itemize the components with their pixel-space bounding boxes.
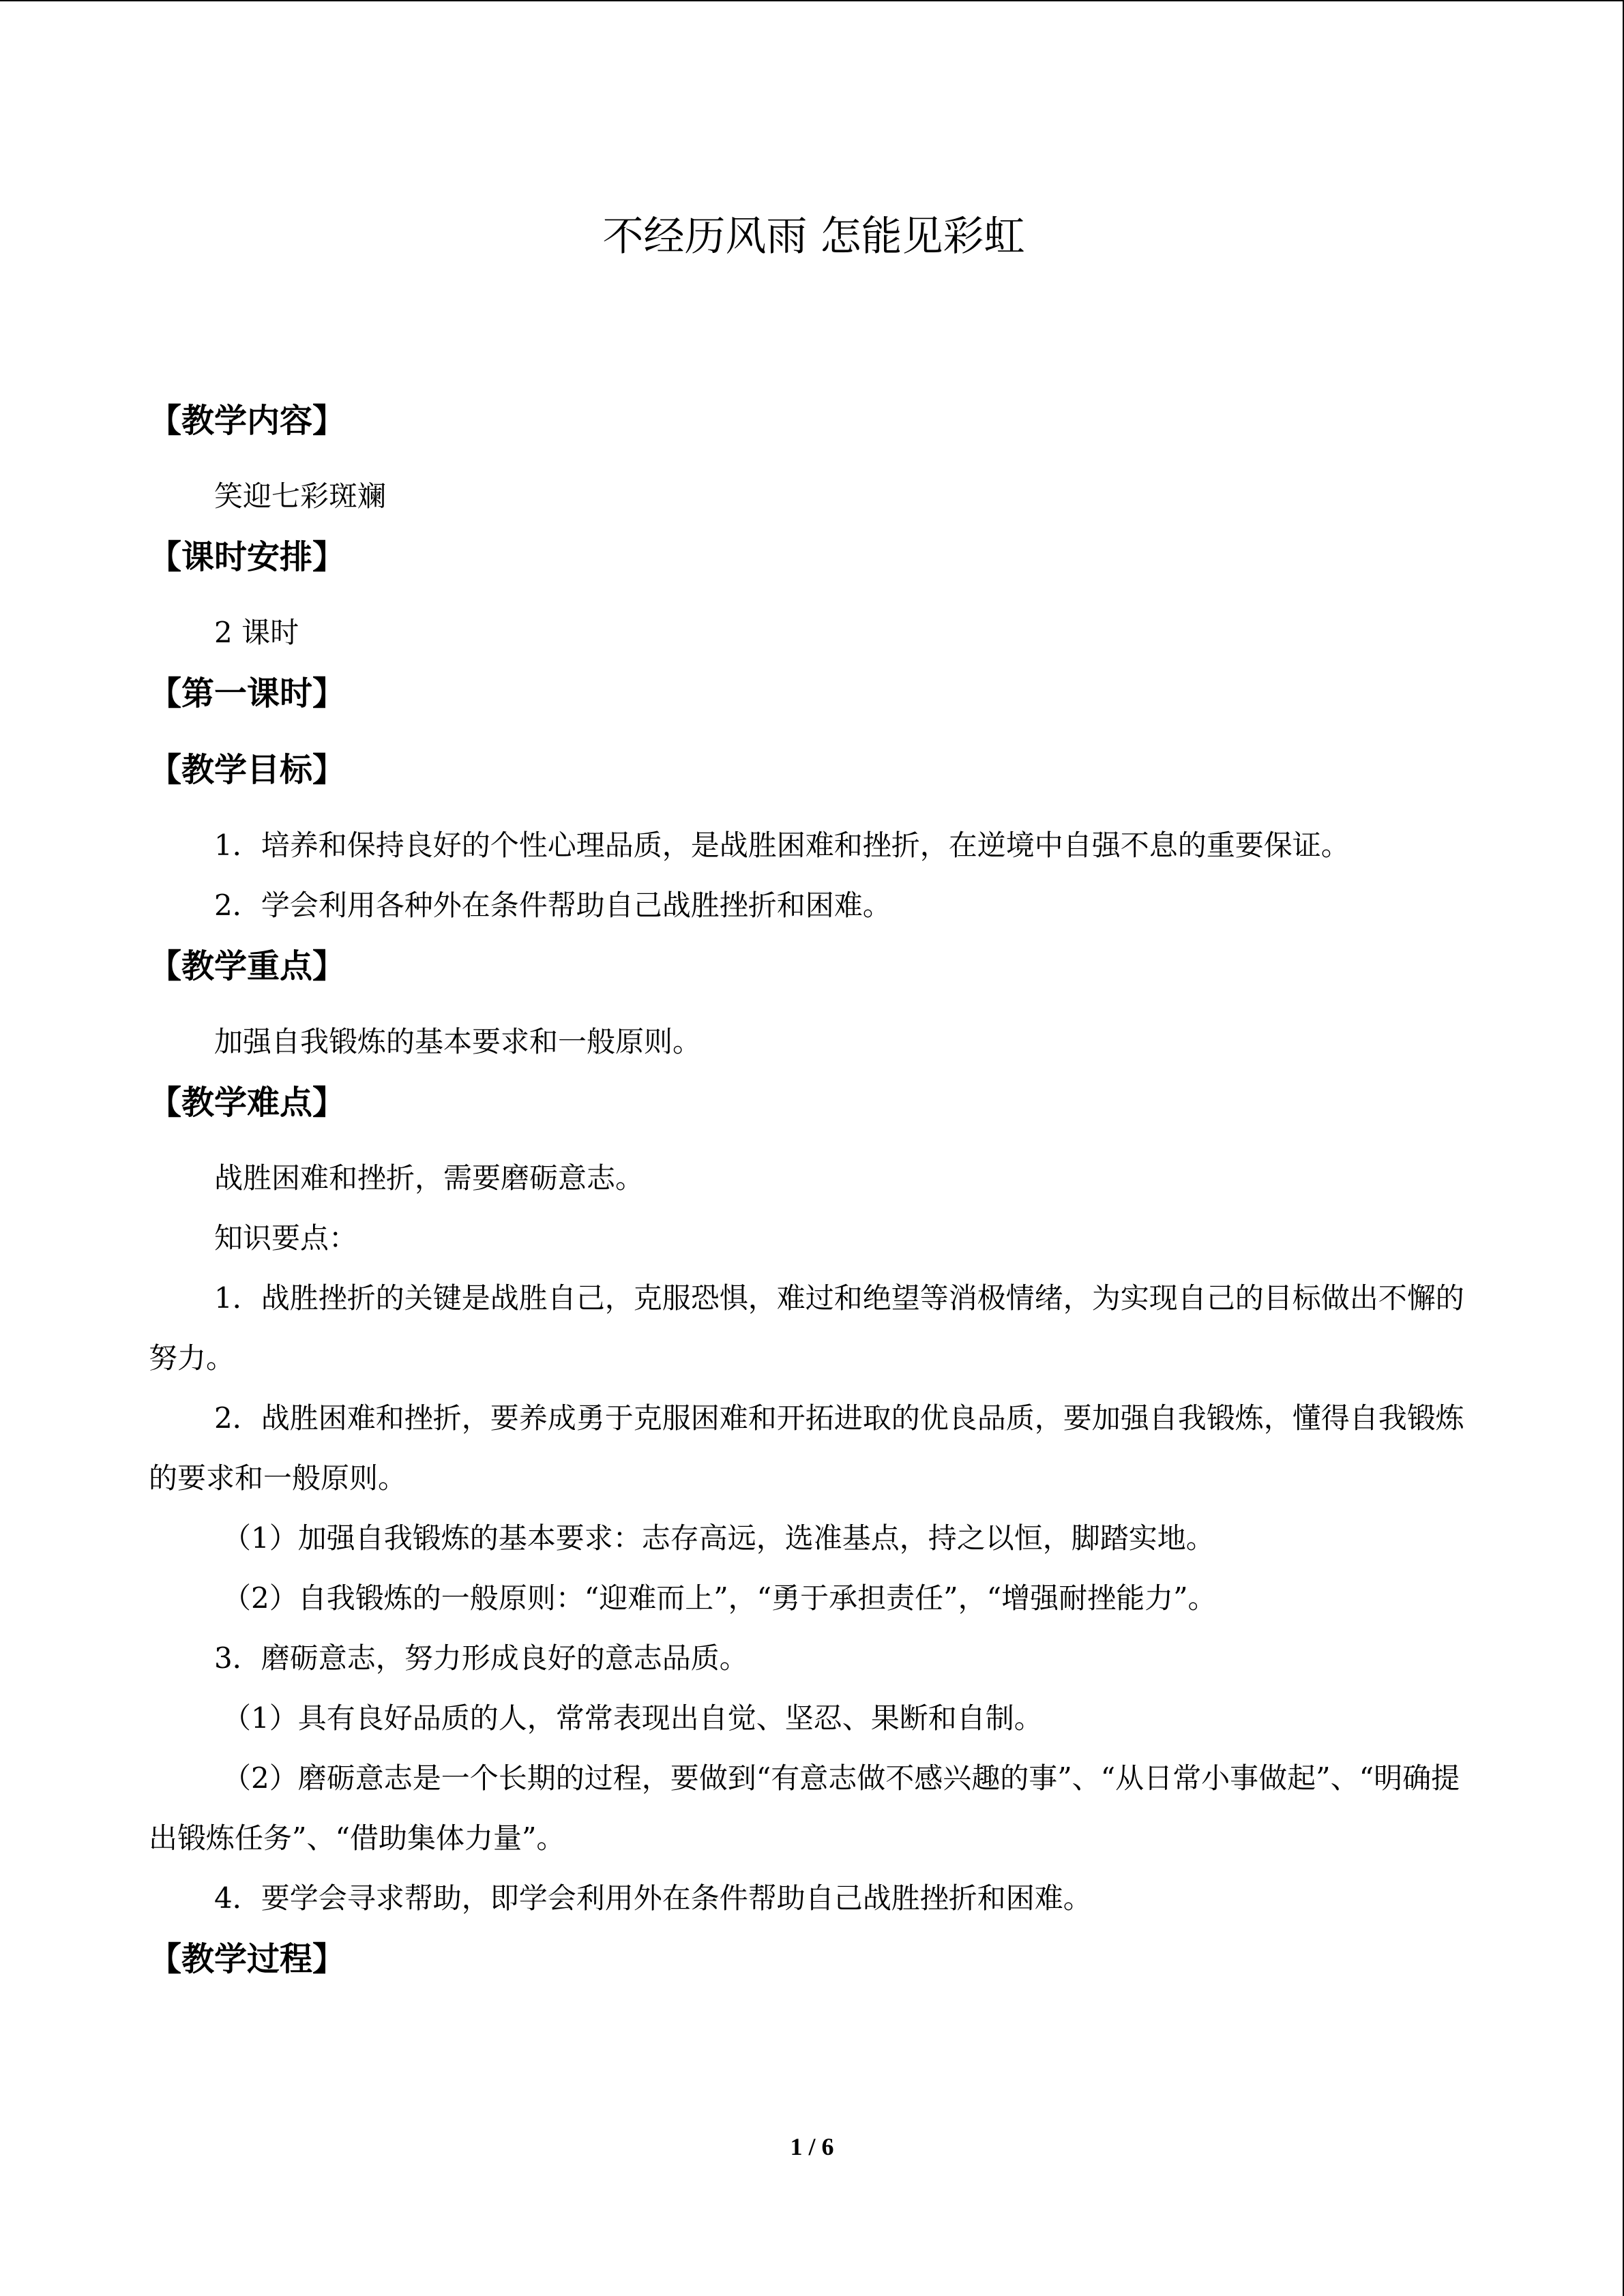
paragraph: 加强自我锻炼的基本要求和一般原则。 — [214, 1025, 702, 1058]
document-body — [149, 199, 1479, 2005]
section-heading-teaching-process: 【教学过程】 — [149, 1940, 346, 1978]
paragraph: （1）加强自我锻炼的基本要求：志存高远，选准基点，持之以恒，脚踏实地。 — [222, 1521, 1215, 1555]
paragraph: 3．磨砺意志，努力形成良好的意志品质。 — [214, 1641, 748, 1675]
page-number: 1 / 6 — [790, 2133, 834, 2160]
paragraph: （1）具有良好品质的人，常常表现出自觉、坚忍、果断和自制。 — [222, 1701, 1043, 1735]
paragraph: 1．培养和保持良好的个性心理品质，是战胜困难和挫折，在逆境中自强不息的重要保证。 — [214, 829, 1350, 862]
paragraph: 知识要点： — [214, 1221, 358, 1255]
document-title: 不经历风雨 怎能见彩虹 — [602, 213, 1025, 260]
section-heading-difficulties: 【教学难点】 — [149, 1084, 346, 1122]
section-heading-first-lesson: 【第一课时】 — [149, 674, 346, 713]
section-heading-class-schedule: 【课时安排】 — [149, 538, 346, 576]
paragraph: 战胜困难和挫折，需要磨砺意志。 — [214, 1161, 645, 1195]
paragraph: 笑迎七彩斑斓 — [214, 479, 387, 513]
section-heading-teaching-goals: 【教学目标】 — [149, 751, 346, 789]
paragraph: 1．战胜挫折的关键是战胜自己，克服恐惧，难过和绝望等消极情绪，为实现自己的目标做出不懈的努力。 — [149, 1281, 1464, 1375]
paragraph: 2 课时 — [214, 616, 299, 649]
paragraph: （2）磨砺意志是一个长期的过程，要做到“有意志做不感兴趣的事”、“从日常小事做起”、“明确提出锻炼任务”、“借助集体力量”。 — [149, 1761, 1460, 1855]
paragraph: 4．要学会寻求帮助，即学会利用外在条件帮助自己战胜挫折和困难。 — [214, 1881, 1092, 1915]
paragraph: 2．战胜困难和挫折，要养成勇于克服困难和开拓进取的优良品质，要加强自我锻炼，懂得自我锻炼的要求和一般原则。 — [149, 1401, 1464, 1495]
paragraph: （2）自我锻炼的一般原则：“迎难而上”，“勇于承担责任”，“增强耐挫能力”。 — [222, 1581, 1217, 1615]
section-heading-key-points: 【教学重点】 — [149, 947, 346, 985]
paragraph: 2．学会利用各种外在条件帮助自己战胜挫折和困难。 — [214, 889, 891, 922]
section-heading-teaching-content: 【教学内容】 — [149, 402, 346, 440]
